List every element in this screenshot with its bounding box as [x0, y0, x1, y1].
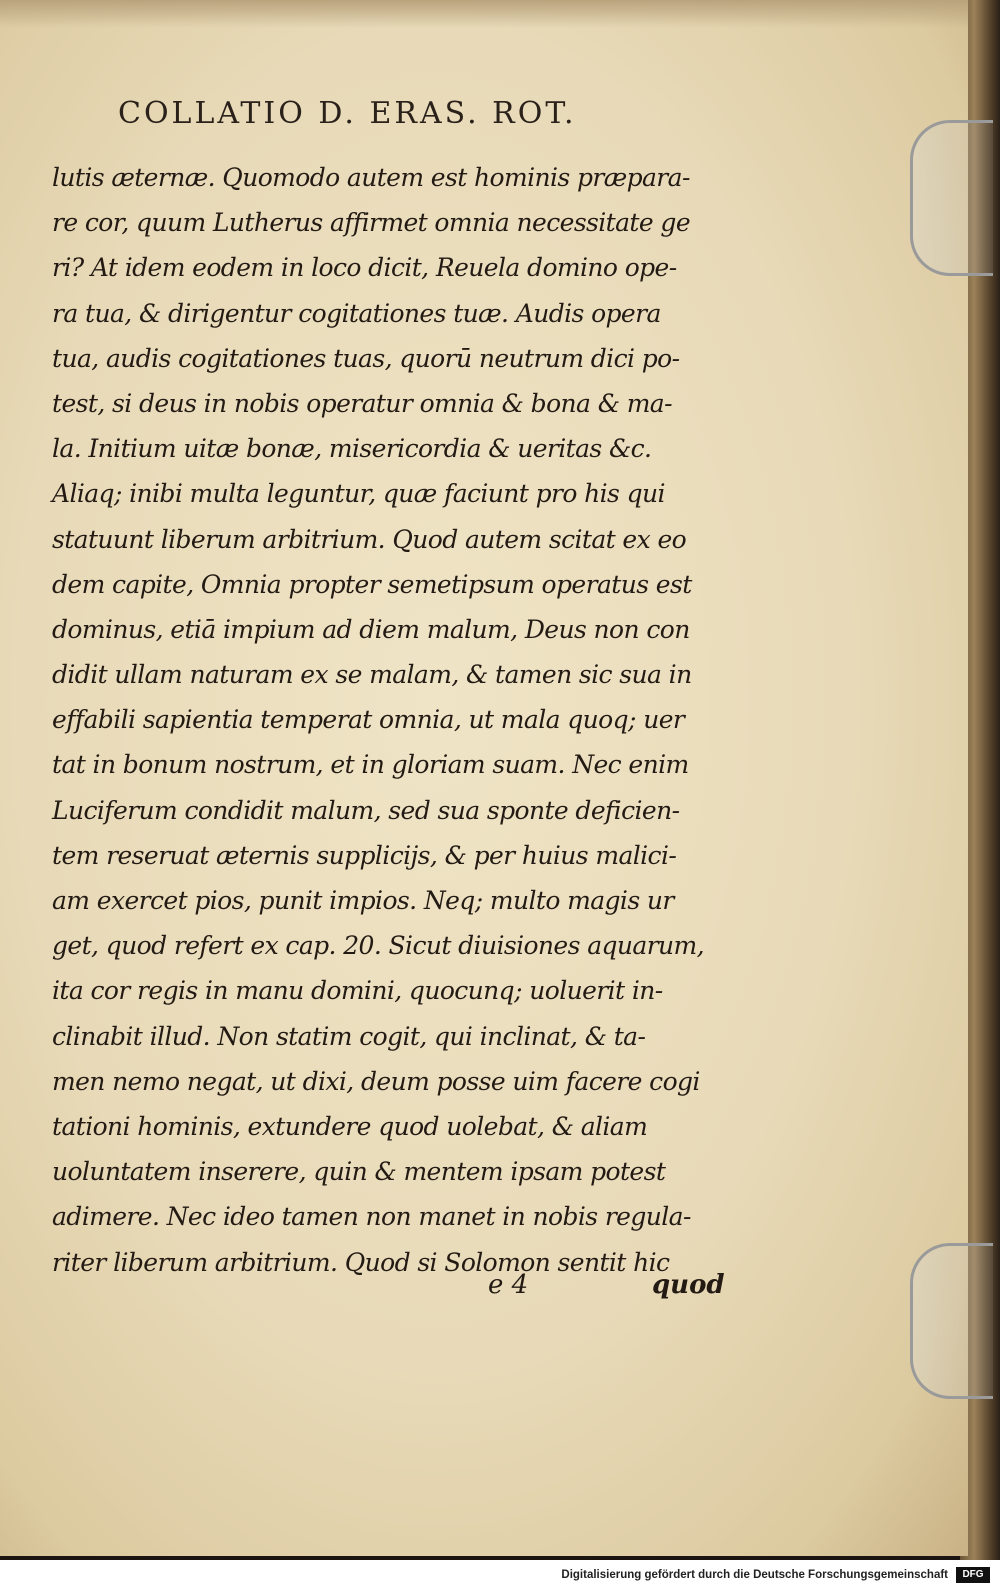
text-line: tua, audis cogitationes tuas, quorū neutrum dici po- [52, 343, 680, 373]
dfg-logo-icon: DFG [956, 1567, 990, 1583]
text-line: clinabit illud. Non statim cogit, qui inclinat, & ta- [52, 1021, 646, 1051]
text-line: Aliaq; inibi multa leguntur, quæ faciunt pro his qui [52, 479, 665, 509]
text-line: didit ullam naturam ex se malam, & tamen sic sua in [52, 660, 692, 690]
text-line: effabili sapientia temperat omnia, ut mala quoq; uer [52, 705, 685, 735]
text-line: ri? At idem eodem in loco dicit, Reuela domino ope- [52, 253, 677, 283]
text-line: lutis æternæ. Quomodo autem est hominis præpara- [52, 163, 690, 192]
text-line: Luciferum condidit malum, sed sua sponte deficien- [52, 795, 680, 825]
text-block [52, 155, 717, 1285]
text-line: re cor, quum Lutherus affirmet omnia necessitate ge [52, 208, 691, 238]
text-line: adimere. Nec ideo tamen non manet in nobis regula- [52, 1202, 691, 1232]
text-line: dem capite, Omnia propter semetipsum operatus est [52, 569, 692, 599]
signature-mark: e 4 [488, 1270, 529, 1300]
footer-credit: Digitalisierung gefördert durch die Deutsche Forschungsgemeinschaft [561, 1569, 948, 1581]
text-line: tat in bonum nostrum, et in gloriam suam. Nec enim [52, 750, 689, 780]
text-line: ra tua, & dirigentur cogitationes tuæ. Audis opera [52, 298, 661, 328]
text-line: dominus, etiā impium ad diem malum, Deus non con [52, 614, 690, 644]
text-line: statuunt liberum arbitrium. Quod autem scitat ex eo [52, 524, 687, 554]
text-line: am exercet pios, punit impios. Neq; multo magis ur [52, 886, 674, 915]
text-line: tationi hominis, extundere quod uolebat, & aliam [52, 1111, 648, 1141]
text-line: uoluntatem inserere, quin & mentem ipsam potest [52, 1157, 666, 1187]
catchword: quod [652, 1270, 725, 1300]
text-line: men nemo negat, ut dixi, deum posse uim facere cogi [52, 1066, 700, 1096]
text-line: riter liberum arbitrium. Quod si Solomon sentit hic [52, 1247, 670, 1277]
page-clip-icon [910, 120, 993, 276]
text-line: ita cor regis in manu domini, quocunq; uoluerit in- [52, 976, 663, 1006]
page-clip-icon [910, 1243, 993, 1399]
page-stain [0, 0, 968, 28]
text-line: test, si deus in nobis operatur omnia & bona & ma- [52, 388, 672, 418]
running-head: COLLATIO D. ERAS. ROT. [118, 96, 577, 131]
text-line: tem reseruat æternis supplicijs, & per huius malici- [52, 840, 677, 870]
text-line: la. Initium uitæ bonæ, misericordia & ueritas &c. [52, 434, 652, 464]
text-line: get, quod refert ex cap. 20. Sicut diuisiones aquarum, [52, 931, 705, 961]
